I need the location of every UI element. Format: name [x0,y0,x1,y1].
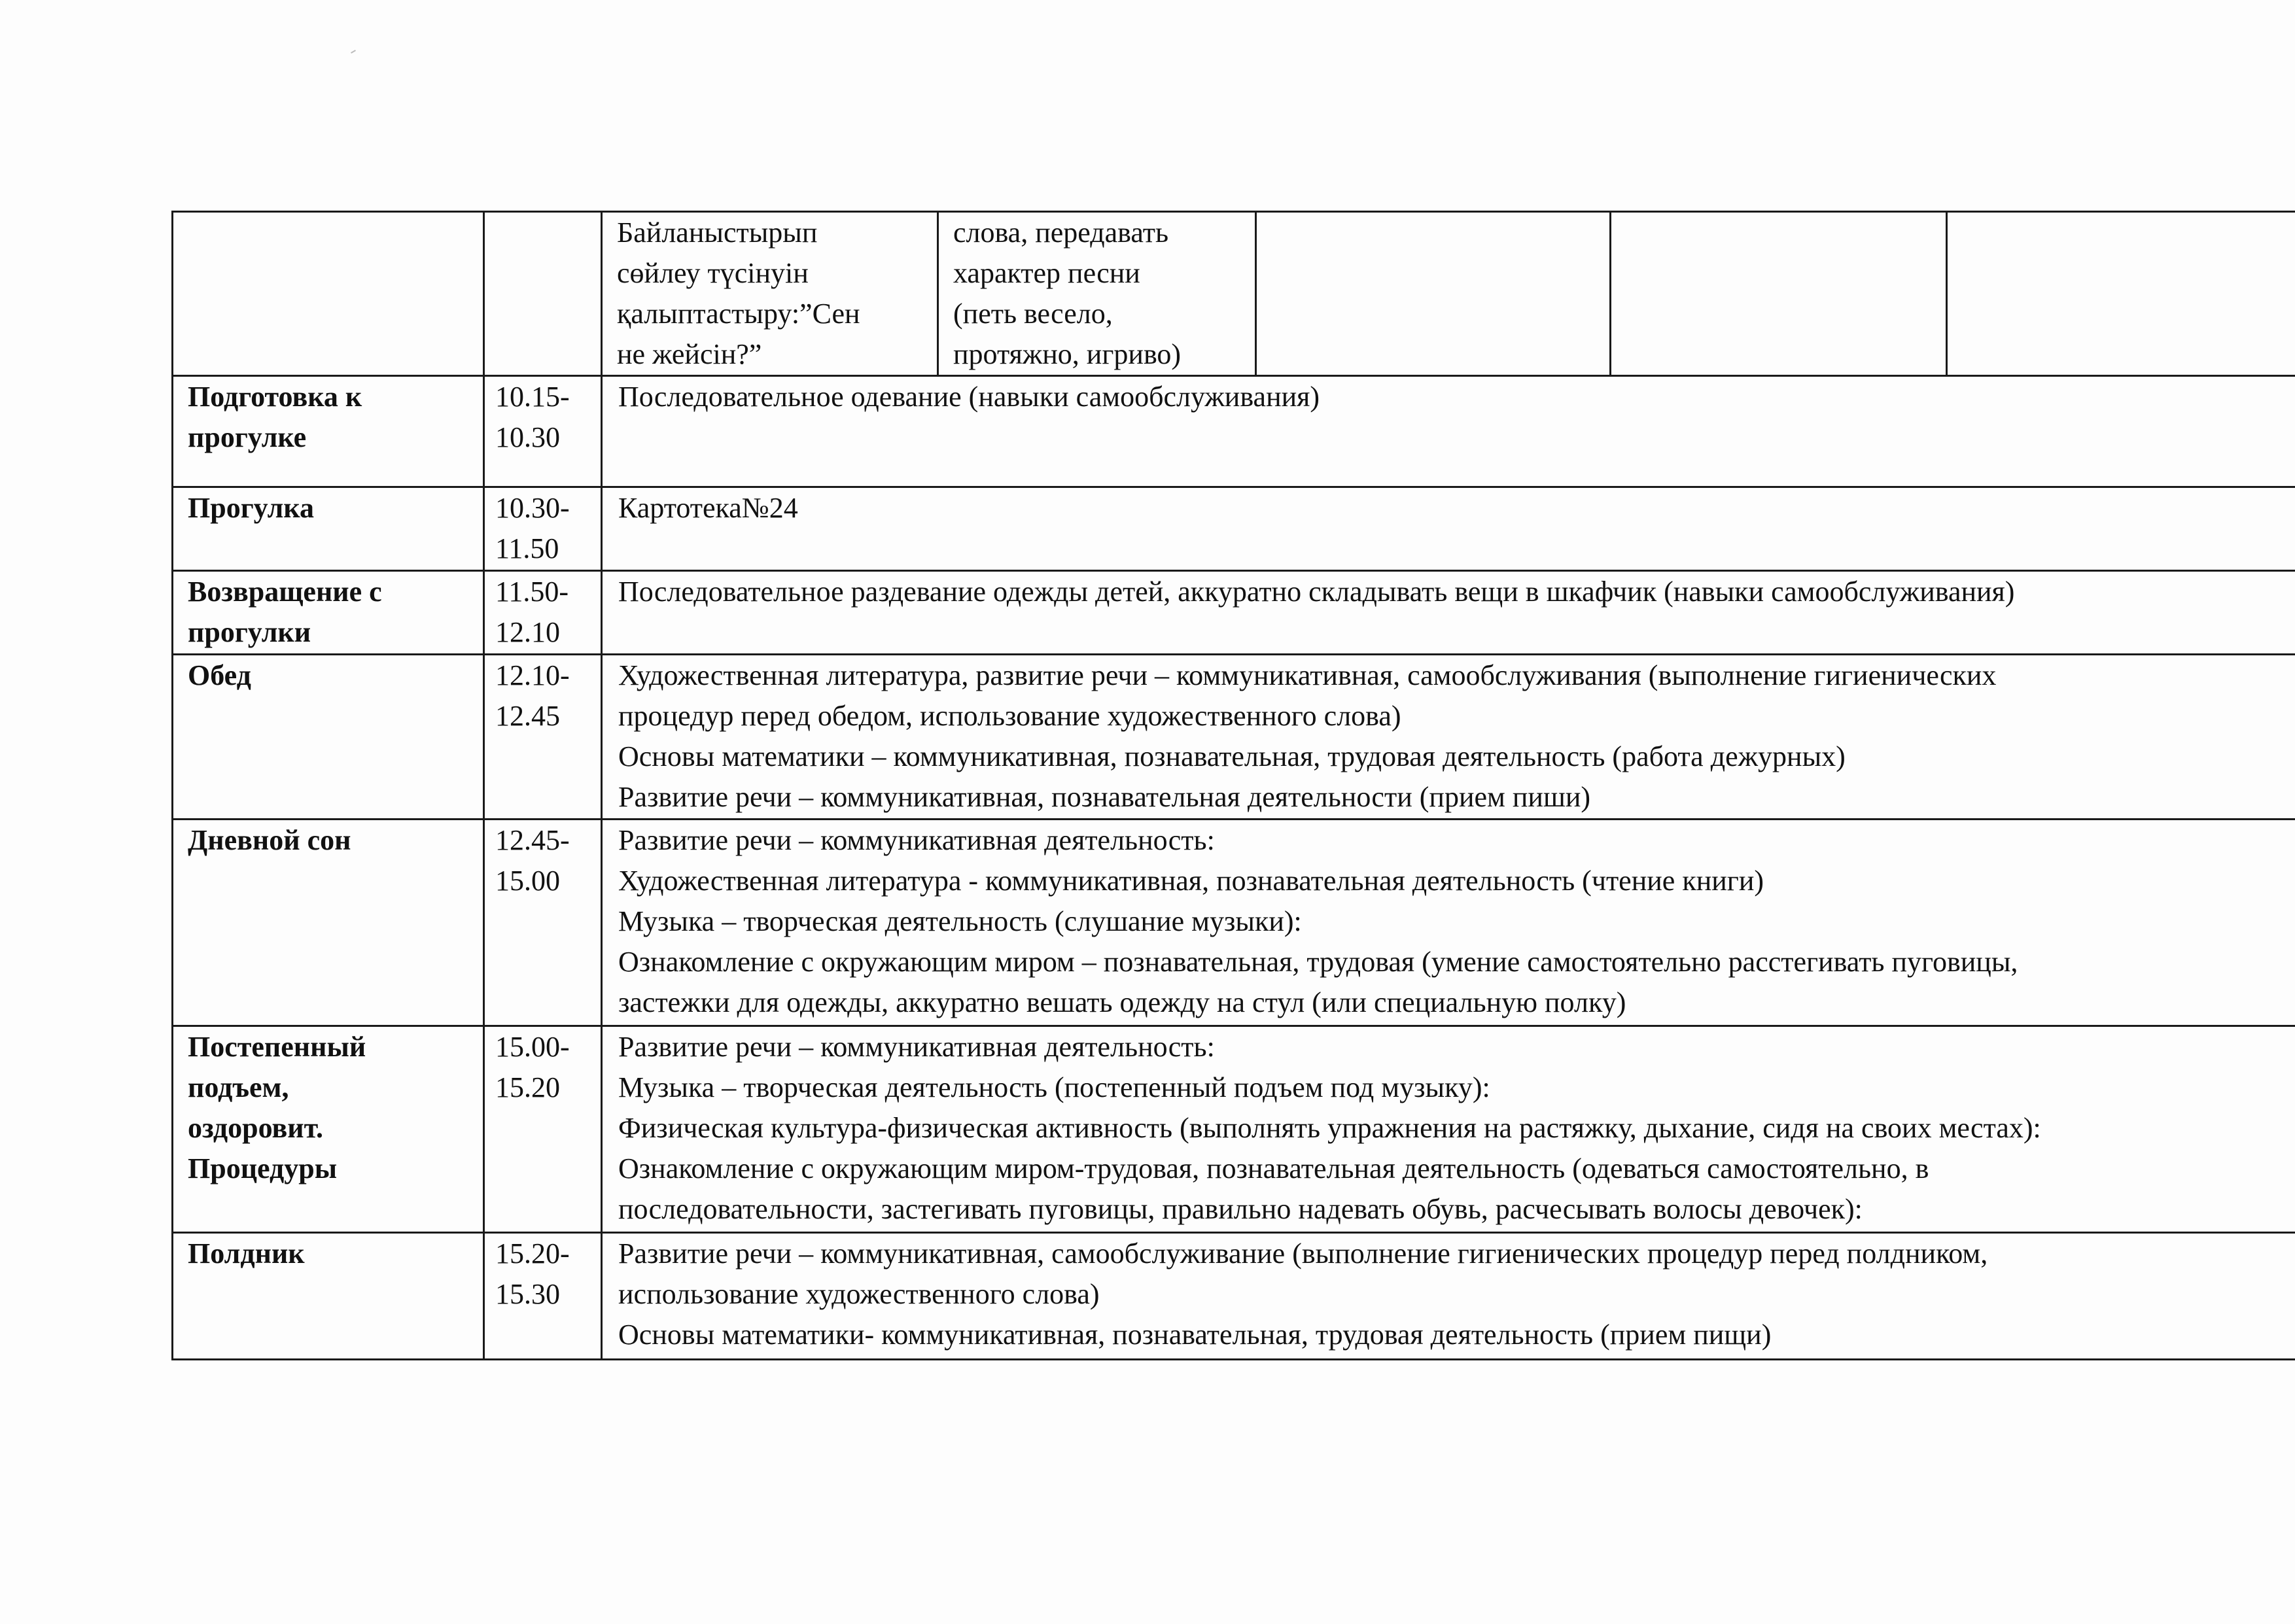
time-cell [484,1026,602,1233]
time-line: 12.45- [495,824,570,856]
description-line: Развитие речи – коммуникативная, познавательная деятельности (прием пиши) [618,781,1591,813]
text-line: (петь весело, [953,298,1113,330]
text-line: протяжно, игриво) [953,338,1182,370]
activity-cell [173,571,484,655]
table-row [173,655,2295,820]
time-line: 15.30 [495,1278,560,1310]
description-cell [602,487,2295,571]
time-cell [484,1233,602,1360]
description-line: Физическая культура-физическая активность (выполнять упражнения на растяжку, дыхание, сидя на своих местах): [618,1112,2041,1144]
text-line: Байланыстырып [617,216,818,249]
time-cell [484,376,602,487]
description-cell [602,655,2295,820]
activity-line: Процедуры [188,1152,338,1184]
text-line: сөйлеу түсінуін [617,257,809,289]
description-line: Развитие речи – коммуникативная, самообслуживание (выполнение гигиенических процедур перед полдником, [618,1237,1988,1270]
activity-line: Постепенный [188,1031,366,1063]
time-line: 12.10 [495,616,560,648]
table-row [173,820,2295,1026]
description-line: Музыка – творческая деятельность (постепенный подъем под музыку): [618,1071,1490,1103]
activity-line: прогулки [188,616,311,648]
table-row [173,376,2295,487]
activity-cell [173,655,484,820]
time-line: 12.10- [495,659,570,691]
table-row [173,1233,2295,1360]
activity-line: Подготовка к [188,381,362,413]
table-row [173,487,2295,571]
description-line: Художественная литература, развитие речи – коммуникативная, самообслуживания (выполнение гигиенических [618,659,1997,691]
time-cell [484,820,602,1026]
description-cell [602,376,2295,487]
empty-cell [1947,212,2295,376]
scan-artifact [351,50,356,54]
activity-line: оздоровит. [188,1112,323,1144]
activity-cell [173,487,484,571]
table-row [173,1026,2295,1233]
text-line: не жейсін?” [617,338,762,370]
daily-schedule-table [171,211,2295,1360]
description-line: Основы математики- коммуникативная, познавательная, трудовая деятельность (прием пищи) [618,1319,1772,1351]
activity-line: Прогулка [188,492,314,524]
kazakh-text-cell [602,212,938,376]
activity-line: Полдник [188,1237,305,1270]
description-cell [602,820,2295,1026]
description-line: Развитие речи – коммуникативная деятельность: [618,824,1215,856]
time-line: 15.20- [495,1237,570,1270]
text-line: характер песни [953,257,1140,289]
empty-cell [1256,212,1611,376]
time-line: 11.50 [495,532,559,564]
description-line: Ознакомление с окружающим миром-трудовая, познавательная деятельность (одеваться самостоятельно, в [618,1152,1929,1184]
description-line: Развитие речи – коммуникативная деятельность: [618,1031,1215,1063]
russian-text-cell [938,212,1256,376]
activity-cell [173,820,484,1026]
time-cell-empty [484,212,602,376]
time-cell [484,487,602,571]
time-line: 12.45 [495,700,560,732]
time-line: 10.30 [495,421,560,453]
activity-line: прогулке [188,421,307,453]
description-line: Картотека№24 [618,492,798,524]
description-cell [602,1026,2295,1233]
text-line: қалыптастыру:”Сен [617,298,860,330]
time-line: 15.00- [495,1031,570,1063]
activity-line: Обед [188,659,251,691]
time-line: 15.20 [495,1071,560,1103]
table-row [173,571,2295,655]
activity-cell [173,1233,484,1360]
description-line: Музыка – творческая деятельность (слушание музыки): [618,905,1302,937]
activity-line: подъем, [188,1071,289,1103]
activity-line: Дневной сон [188,824,351,856]
description-line: Ознакомление с окружающим миром – познавательная, трудовая (умение самостоятельно расстегивать пуговицы, [618,946,2018,978]
time-line: 10.15- [495,381,570,413]
time-cell [484,571,602,655]
text-line: слова, передавать [953,216,1169,249]
description-line: процедур перед обедом, использование художественного слова) [618,700,1401,732]
activity-line: Возвращение с [188,576,382,608]
time-line: 15.00 [495,865,560,897]
description-cell [602,571,2295,655]
description-line: последовательности, застегивать пуговицы, правильно надевать обувь, расчесывать волосы девочек): [618,1193,1863,1225]
description-line: Основы математики – коммуникативная, познавательная, трудовая деятельность (работа дежурных) [618,740,1846,772]
activity-cell-empty [173,212,484,376]
description-line: использование художественного слова) [618,1278,1100,1310]
time-line: 11.50- [495,576,569,608]
time-line: 10.30- [495,492,570,524]
activity-cell [173,1026,484,1233]
activity-cell [173,376,484,487]
time-cell [484,655,602,820]
empty-cell [1611,212,1947,376]
table-row-continuation [173,212,2295,376]
description-cell [602,1233,2295,1360]
description-line: Последовательное одевание (навыки самообслуживания) [618,381,1320,413]
description-line: Последовательное раздевание одежды детей, аккуратно складывать вещи в шкафчик (навыки самообслуживания) [618,576,2015,608]
description-line: застежки для одежды, аккуратно вешать одежду на стул (или специальную полку) [618,986,1626,1018]
description-line: Художественная литература - коммуникативная, познавательная деятельность (чтение книги) [618,865,1764,897]
